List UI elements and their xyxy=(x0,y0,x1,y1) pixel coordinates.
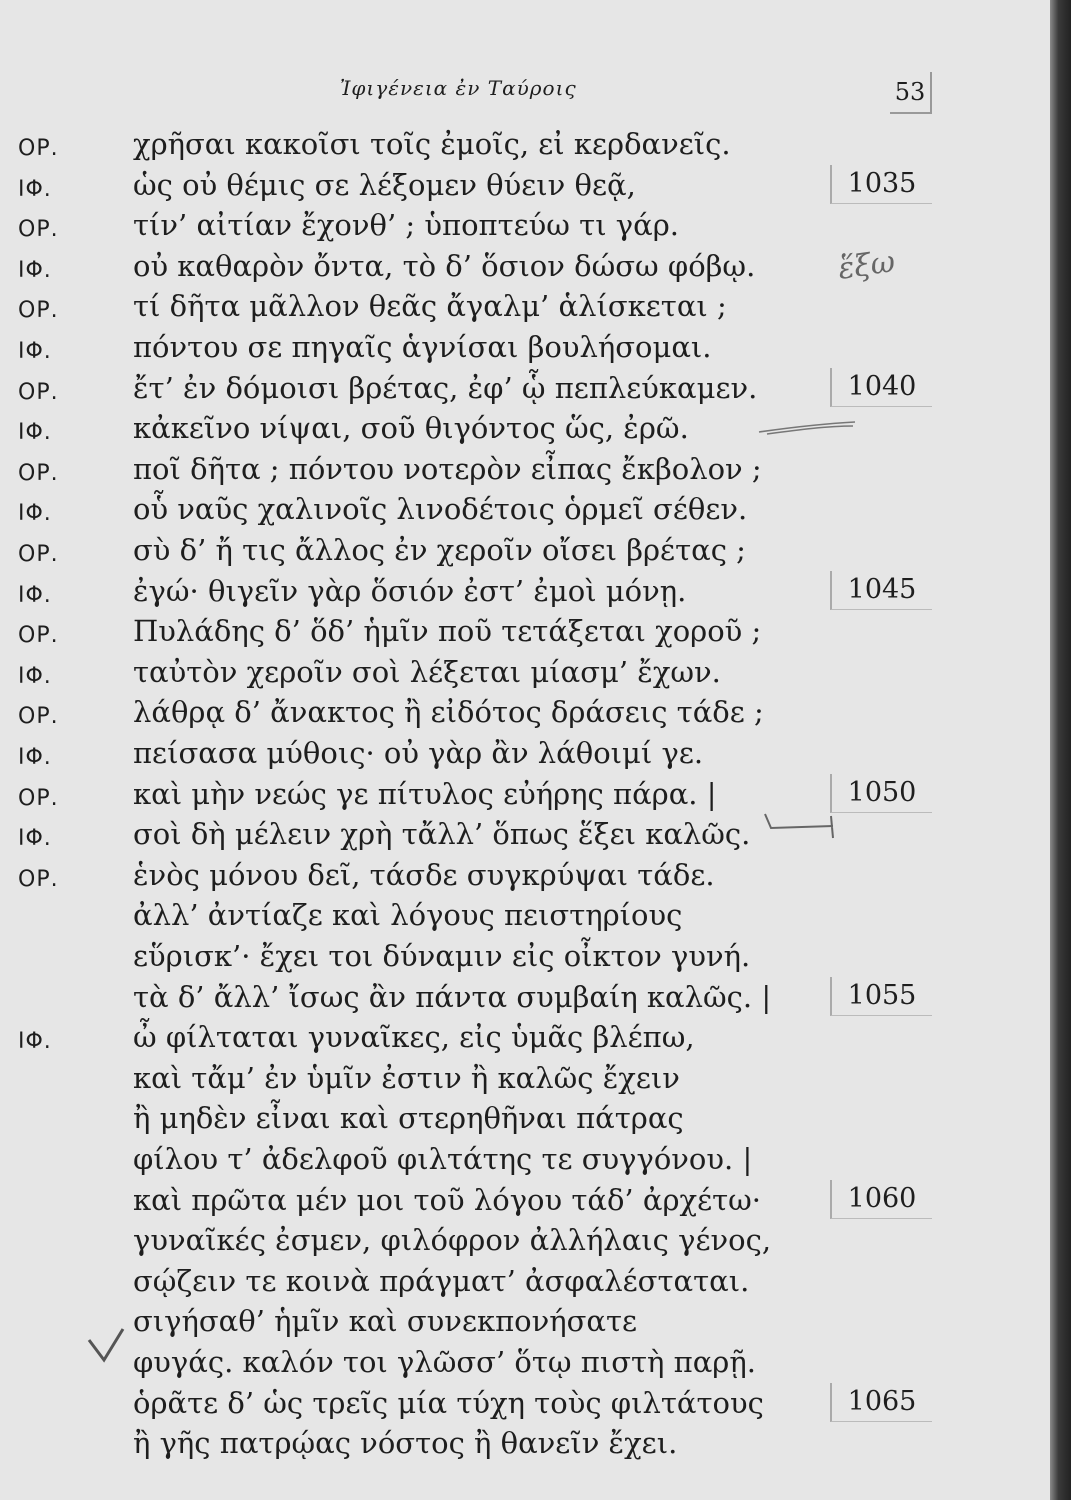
line-number: 1060 xyxy=(830,1180,932,1219)
verse-line xyxy=(0,893,1050,937)
speaker-label: ΙΦ. xyxy=(18,501,52,527)
speaker-label: ΟΡ. xyxy=(18,866,59,892)
verse-line xyxy=(0,975,1050,1019)
verse-text: σιγήσαθ’ ἡμῖν καὶ συνεκπονήσατε xyxy=(133,1304,638,1339)
verse-text: ἐγώ· θιγεῖν γὰρ ὅσιόν ἐστ’ ἐμοὶ μόνῃ. xyxy=(133,573,687,608)
speaker-label: ΟΡ. xyxy=(18,542,59,567)
speaker-label: ΟΡ. xyxy=(18,460,59,486)
verse-text: καὶ τἄμ’ ἐν ὑμῖν ἐστιν ἢ καλῶς ἔχειν xyxy=(133,1060,680,1095)
speaker-label: ΟΡ. xyxy=(18,379,59,405)
speaker-label: ΟΡ. xyxy=(18,298,59,324)
verse-line xyxy=(0,1178,1050,1222)
line-number: 1045 xyxy=(830,571,932,610)
verse-text: ταὐτὸν χεροῖν σοὶ λέξεται μίασμ’ ἔχων. xyxy=(133,654,721,689)
speaker-label: ΟΡ. xyxy=(18,785,59,811)
verse-line xyxy=(0,1015,1050,1059)
handwritten-margin-note: ἕξω xyxy=(835,244,898,287)
verse-text: σὺ δ’ ἤ τις ἄλλος ἐν χεροῖν οἴσει βρέτας ; xyxy=(133,533,746,567)
running-title: Ἰφιγένεια ἐν Ταύροις xyxy=(340,76,577,100)
verse-line xyxy=(0,1137,1050,1181)
verse-text: ὁρᾶτε δ’ ὡς τρεῖς μία τύχη τοὺς φιλτάτους xyxy=(133,1385,764,1420)
speaker-label: ΙΦ. xyxy=(18,745,52,770)
verse-line xyxy=(0,203,1050,247)
verse-line xyxy=(0,853,1050,897)
verse-text: λάθρᾳ δ’ ἄνακτος ἢ εἰδότος δράσεις τάδε ; xyxy=(133,695,764,730)
speaker-label: ΙΦ. xyxy=(18,176,52,202)
page-edge-shadow xyxy=(1050,0,1071,1500)
verse-text: ὦ φίλταται γυναῖκες, εἰς ὑμᾶς βλέπω, xyxy=(133,1020,695,1055)
verse-text: ἔτ’ ἐν δόμοισι βρέτας, ἐφ’ ᾧ πεπλεύκαμεν. xyxy=(133,370,758,405)
verse-line xyxy=(0,1259,1050,1303)
verse-text: γυναῖκές ἐσμεν, φιλόφρον ἀλλήλαις γένος, xyxy=(133,1223,772,1258)
verse-line xyxy=(0,284,1050,328)
line-number: 1035 xyxy=(830,165,932,204)
verse-line xyxy=(0,690,1050,734)
verse-text: ποῖ δῆτα ; πόντου νοτερὸν εἶπας ἔκβολον ; xyxy=(133,451,762,486)
verse-text: πόντου σε πηγαῖς ἁγνίσαι βουλήσομαι. xyxy=(133,330,712,364)
verse-text: Πυλάδης δ’ ὅδ’ ἡμῖν ποῦ τετάξεται χοροῦ ; xyxy=(133,614,762,649)
verse-line xyxy=(0,528,1050,572)
verse-line xyxy=(0,366,1050,410)
verse-line xyxy=(0,1218,1050,1262)
speaker-label: ΟΡ. xyxy=(18,136,59,161)
verse-text: πείσασα μύθοις· οὐ γὰρ ἂν λάθοιμί γε. xyxy=(133,736,704,770)
verse-text: τί δῆτα μᾶλλον θεᾶς ἄγαλμ’ ἁλίσκεται ; xyxy=(133,289,727,324)
line-number: 1055 xyxy=(830,977,932,1016)
verse-text: κἀκεῖνο νίψαι, σοῦ θιγόντος ὥς, ἐρῶ. xyxy=(133,411,689,446)
verse-text: χρῆσαι κακοῖσι τοῖς ἐμοῖς, εἰ κερδανεῖς. xyxy=(133,127,731,161)
speaker-label: ΟΡ. xyxy=(18,217,59,243)
verse-line xyxy=(0,406,1050,450)
speaker-label: ΙΦ. xyxy=(18,339,52,364)
verse-text: ἢ μηδὲν εἶναι καὶ στερηθῆναι πάτρας xyxy=(133,1101,684,1136)
verse-line xyxy=(0,487,1050,531)
speaker-label: ΟΡ. xyxy=(18,704,59,730)
verse-line xyxy=(0,1340,1050,1384)
verse-text: ἀλλ’ ἀντίαζε καὶ λόγους πειστηρίους xyxy=(133,898,683,933)
line-number: 1040 xyxy=(830,368,932,407)
speaker-label: ΙΦ. xyxy=(18,663,52,689)
verse-line xyxy=(0,650,1050,694)
verse-line xyxy=(0,1056,1050,1100)
verse-line xyxy=(0,731,1050,775)
verse-line xyxy=(0,1421,1050,1465)
verse-text: φίλου τ’ ἀδελφοῦ φιλτάτης τε συγγόνου. | xyxy=(133,1142,753,1176)
verse-line xyxy=(0,325,1050,369)
verse-text: εὕρισκ’· ἔχει τοι δύναμιν εἰς οἶκτον γυνή. xyxy=(133,939,751,973)
speaker-label: ΟΡ. xyxy=(18,623,59,649)
verse-line xyxy=(0,122,1050,166)
line-number: 1050 xyxy=(830,774,932,813)
speaker-label: ΙΦ. xyxy=(18,826,52,852)
verse-text: οὗ ναῦς χαλινοῖς λινοδέτοις ὁρμεῖ σέθεν. xyxy=(133,492,748,527)
verse-line xyxy=(0,447,1050,491)
verse-line xyxy=(0,1096,1050,1140)
verse-text: τὰ δ’ ἄλλ’ ἴσως ἂν πάντα συμβαίη καλῶς. | xyxy=(133,979,772,1014)
speaker-label: ΙΦ. xyxy=(18,257,52,283)
page-number: 53 xyxy=(890,72,932,114)
verse-line xyxy=(0,609,1050,653)
speaker-label: ΙΦ. xyxy=(18,420,52,446)
pencil-strike-icon xyxy=(757,418,857,438)
verse-line xyxy=(0,569,1050,613)
verse-line xyxy=(0,1381,1050,1425)
verse-text: σοὶ δὴ μέλειν χρὴ τἄλλ’ ὅπως ἕξει καλῶς. xyxy=(133,817,751,852)
pencil-bracket-icon xyxy=(763,810,843,840)
speaker-label: ΙΦ. xyxy=(18,1029,52,1055)
verse-line xyxy=(0,812,1050,856)
verse-text: ἢ γῆς πατρῴας νόστος ἢ θανεῖν ἔχει. xyxy=(133,1426,678,1461)
verse-text: τίν’ αἰτίαν ἔχονθ’ ; ὑποπτεύω τι γάρ. xyxy=(133,208,679,243)
verse-text: ὡς οὐ θέμις σε λέξομεν θύειν θεᾷ, xyxy=(133,167,636,202)
verse-text: οὐ καθαρὸν ὄντα, τὸ δ’ ὅσιον δώσω φόβῳ. xyxy=(133,248,756,283)
verse-text: σῴζειν τε κοινὰ πράγματ’ ἀσφαλέσταται. xyxy=(133,1263,750,1298)
verse-text: φυγάς. καλόν τοι γλῶσσ’ ὅτῳ πιστὴ παρῇ. xyxy=(133,1345,756,1379)
verse-line xyxy=(0,934,1050,978)
checkmark-icon xyxy=(86,1326,126,1366)
verse-text: ἑνὸς μόνου δεῖ, τάσδε συγκρύψαι τάδε. xyxy=(133,857,715,892)
speaker-label: ΙΦ. xyxy=(18,582,52,608)
line-number: 1065 xyxy=(830,1383,932,1422)
verse-text: καὶ μὴν νεώς γε πίτυλος εὐήρης πάρα. | xyxy=(133,776,717,811)
verse-line xyxy=(0,163,1050,207)
verse-text: καὶ πρῶτα μέν μοι τοῦ λόγου τάδ’ ἀρχέτω· xyxy=(133,1182,762,1217)
verse-line xyxy=(0,1299,1050,1343)
verse-line xyxy=(0,772,1050,816)
